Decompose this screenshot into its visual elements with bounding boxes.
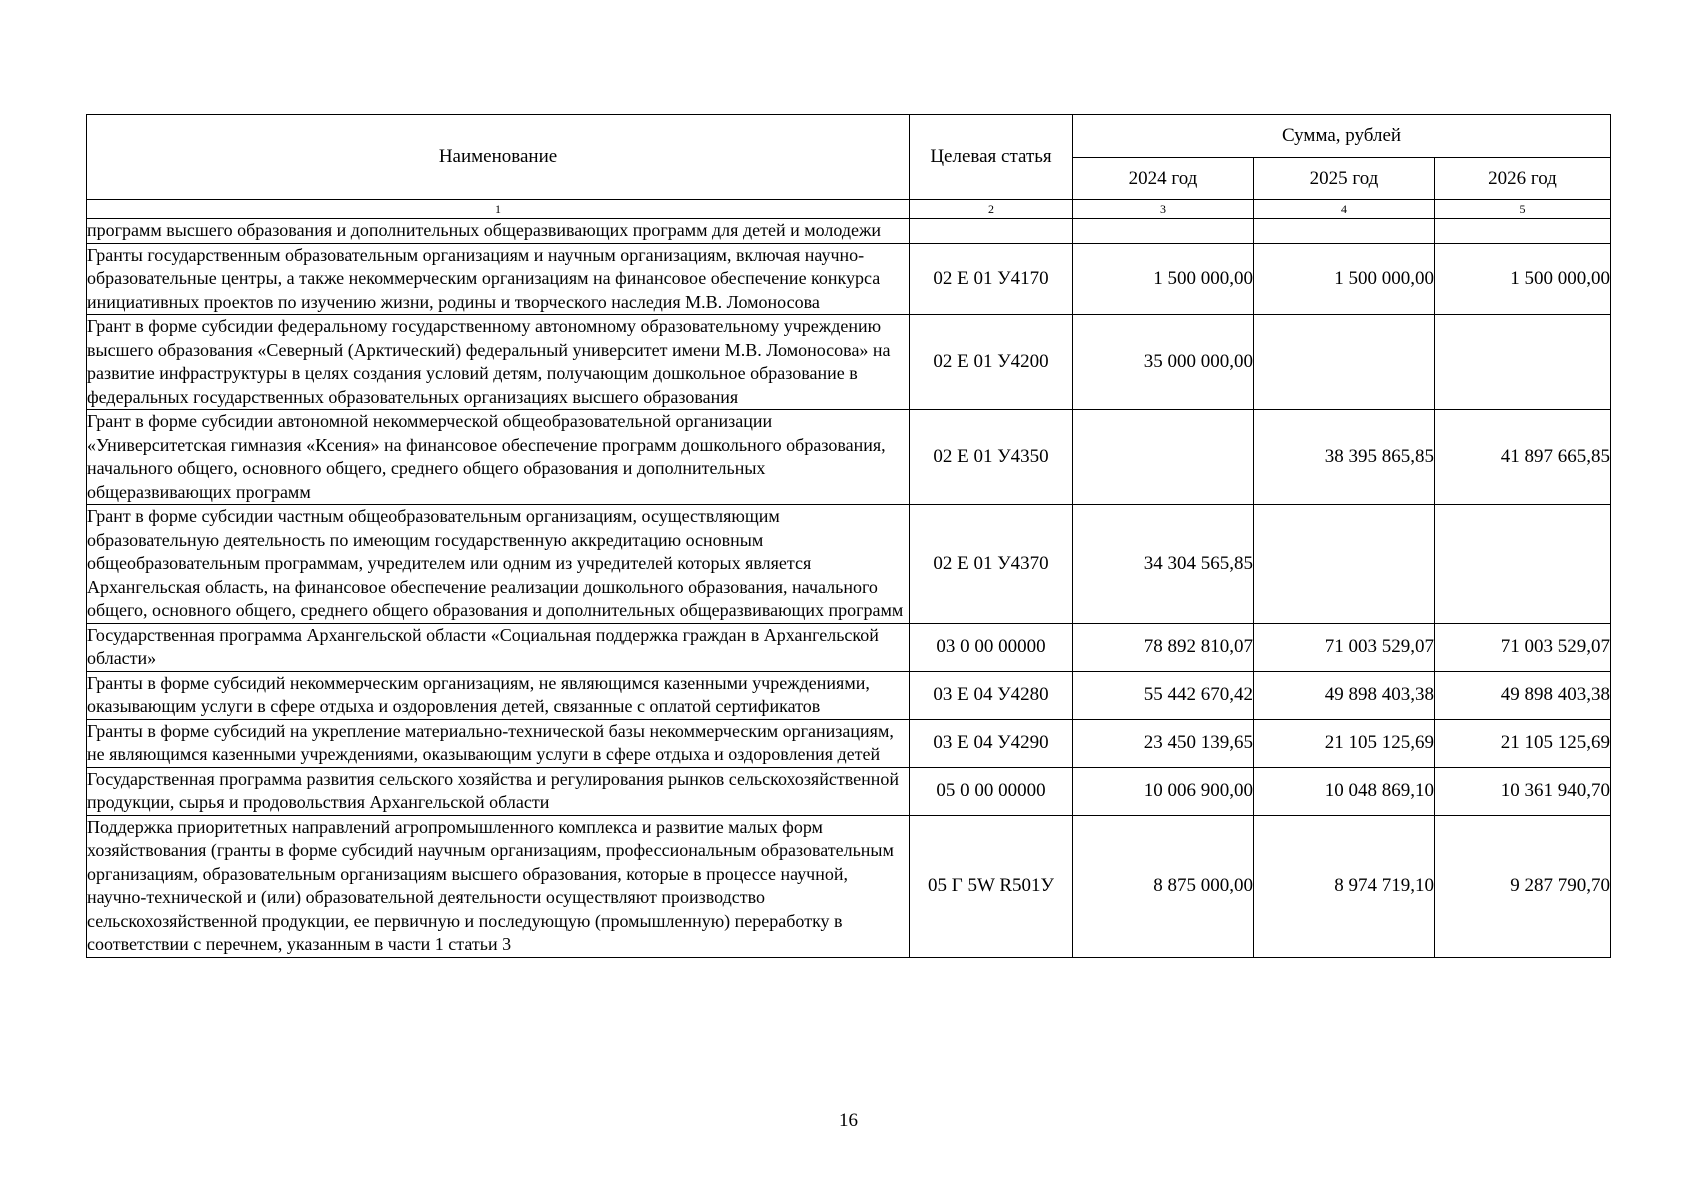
row-code: 02 Е 01 У4200 (910, 315, 1073, 410)
row-name: Грант в форме субсидии частным общеобразовательным организациям, осуществляющим образовательную деятельность по имеющим государственную аккредитацию основным общеобразовательным программам, учредителем или одним из учредителей которых является Архангельская область, на финансовое обеспечение реализации дошкольного образования, начального общего, основного общего, среднего общего образования и дополнительных общеразвивающих программ (87, 505, 910, 624)
row-code: 03 0 00 00000 (910, 623, 1073, 671)
table-row (87, 219, 1611, 244)
row-code: 03 Е 04 У4280 (910, 671, 1073, 719)
row-name: Поддержка приоритетных направлений агропромышленного комплекса и развитие малых форм хозяйствования (гранты в форме субсидий научным организациям, профессиональным образовательным организациям, образовательным организациям высшего образования, которые в процессе научной, научно-технической и (или) образовательной деятельности осуществляют производство сельскохозяйственной продукции, ее первичную и последующую (промышленную) переработку в соответствии с перечнем, указанным в части 1 статьи 3 (87, 815, 910, 957)
header-sum: Сумма, рублей (1073, 115, 1611, 158)
column-number-row (87, 200, 1611, 219)
row-amount-2026: 21 105 125,69 (1435, 719, 1611, 767)
row-name: Гранты в форме субсидий некоммерческим организациям, не являющимся казенными учреждениями, оказывающим услуги в сфере отдыха и оздоровления детей, связанные с оплатой сертификатов (87, 671, 910, 719)
row-amount-2024: 55 442 670,42 (1073, 671, 1254, 719)
row-amount-2025: 49 898 403,38 (1254, 671, 1435, 719)
row-amount-2024: 35 000 000,00 (1073, 315, 1254, 410)
column-number: 1 (87, 200, 910, 219)
table-row (87, 767, 1611, 815)
row-name: Государственная программа развития сельского хозяйства и регулирования рынков сельскохозяйственной продукции, сырья и продовольствия Архангельской области (87, 767, 910, 815)
table-row (87, 719, 1611, 767)
row-amount-2026 (1435, 505, 1611, 624)
row-amount-2025 (1254, 505, 1435, 624)
row-amount-2025 (1254, 315, 1435, 410)
row-code: 02 Е 01 У4350 (910, 410, 1073, 505)
table-row (87, 815, 1611, 957)
row-code: 05 Г 5W R501У (910, 815, 1073, 957)
row-amount-2025: 21 105 125,69 (1254, 719, 1435, 767)
row-amount-2024: 23 450 139,65 (1073, 719, 1254, 767)
table-row (87, 505, 1611, 624)
header-year-2026: 2026 год (1435, 158, 1611, 200)
table-row (87, 410, 1611, 505)
row-amount-2024: 1 500 000,00 (1073, 243, 1254, 315)
row-amount-2026 (1435, 219, 1611, 244)
row-code: 02 Е 01 У4170 (910, 243, 1073, 315)
row-amount-2025: 10 048 869,10 (1254, 767, 1435, 815)
row-amount-2026: 1 500 000,00 (1435, 243, 1611, 315)
row-amount-2026: 71 003 529,07 (1435, 623, 1611, 671)
row-name: программ высшего образования и дополнительных общеразвивающих программ для детей и молодежи (87, 219, 910, 244)
column-number: 2 (910, 200, 1073, 219)
row-amount-2025: 38 395 865,85 (1254, 410, 1435, 505)
column-number: 4 (1254, 200, 1435, 219)
table-row (87, 671, 1611, 719)
row-name: Гранты в форме субсидий на укрепление материально-технической базы некоммерческим организациям, не являющимся казенными учреждениями, оказывающим услуги в сфере отдыха и оздоровления детей (87, 719, 910, 767)
row-amount-2025: 71 003 529,07 (1254, 623, 1435, 671)
row-amount-2025: 8 974 719,10 (1254, 815, 1435, 957)
row-amount-2026: 10 361 940,70 (1435, 767, 1611, 815)
row-amount-2025: 1 500 000,00 (1254, 243, 1435, 315)
column-number: 5 (1435, 200, 1611, 219)
table-row (87, 243, 1611, 315)
row-code: 05 0 00 00000 (910, 767, 1073, 815)
row-code (910, 219, 1073, 244)
row-code: 02 Е 01 У4370 (910, 505, 1073, 624)
budget-table (86, 114, 1611, 958)
table-header-row (87, 115, 1611, 158)
row-amount-2026 (1435, 315, 1611, 410)
row-amount-2024: 8 875 000,00 (1073, 815, 1254, 957)
row-amount-2024 (1073, 219, 1254, 244)
row-amount-2024 (1073, 410, 1254, 505)
row-name: Государственная программа Архангельской области «Социальная поддержка граждан в Архангельской области» (87, 623, 910, 671)
row-name: Грант в форме субсидии федеральному государственному автономному образовательному учреждению высшего образования «Северный (Арктический) федеральный университет имени М.В. Ломоносова» на развитие инфраструктуры в целях создания условий детям, получающим дошкольное образование в федеральных государственных образовательных организациях высшего образования (87, 315, 910, 410)
row-amount-2026: 9 287 790,70 (1435, 815, 1611, 957)
column-number: 3 (1073, 200, 1254, 219)
row-amount-2024: 10 006 900,00 (1073, 767, 1254, 815)
header-name: Наименование (87, 115, 910, 200)
row-name: Грант в форме субсидии автономной некоммерческой общеобразовательной организации «Университетская гимназия «Ксения» на финансовое обеспечение программ дошкольного образования, начального общего, основного общего, среднего общего образования и дополнительных общеразвивающих программ (87, 410, 910, 505)
row-amount-2026: 41 897 665,85 (1435, 410, 1611, 505)
table-row (87, 315, 1611, 410)
header-year-2025: 2025 год (1254, 158, 1435, 200)
header-year-2024: 2024 год (1073, 158, 1254, 200)
row-amount-2026: 49 898 403,38 (1435, 671, 1611, 719)
table-row (87, 623, 1611, 671)
row-code: 03 Е 04 У4290 (910, 719, 1073, 767)
row-name: Гранты государственным образовательным организациям и научным организациям, включая научно-образовательные центры, а также некоммерческим организациям на финансовое обеспечение конкурса инициативных проектов по изучению жизни, родины и творческого наследия М.В. Ломоносова (87, 243, 910, 315)
row-amount-2024: 78 892 810,07 (1073, 623, 1254, 671)
row-amount-2025 (1254, 219, 1435, 244)
page-number: 16 (839, 1110, 858, 1131)
header-code: Целевая статья (910, 115, 1073, 200)
row-amount-2024: 34 304 565,85 (1073, 505, 1254, 624)
